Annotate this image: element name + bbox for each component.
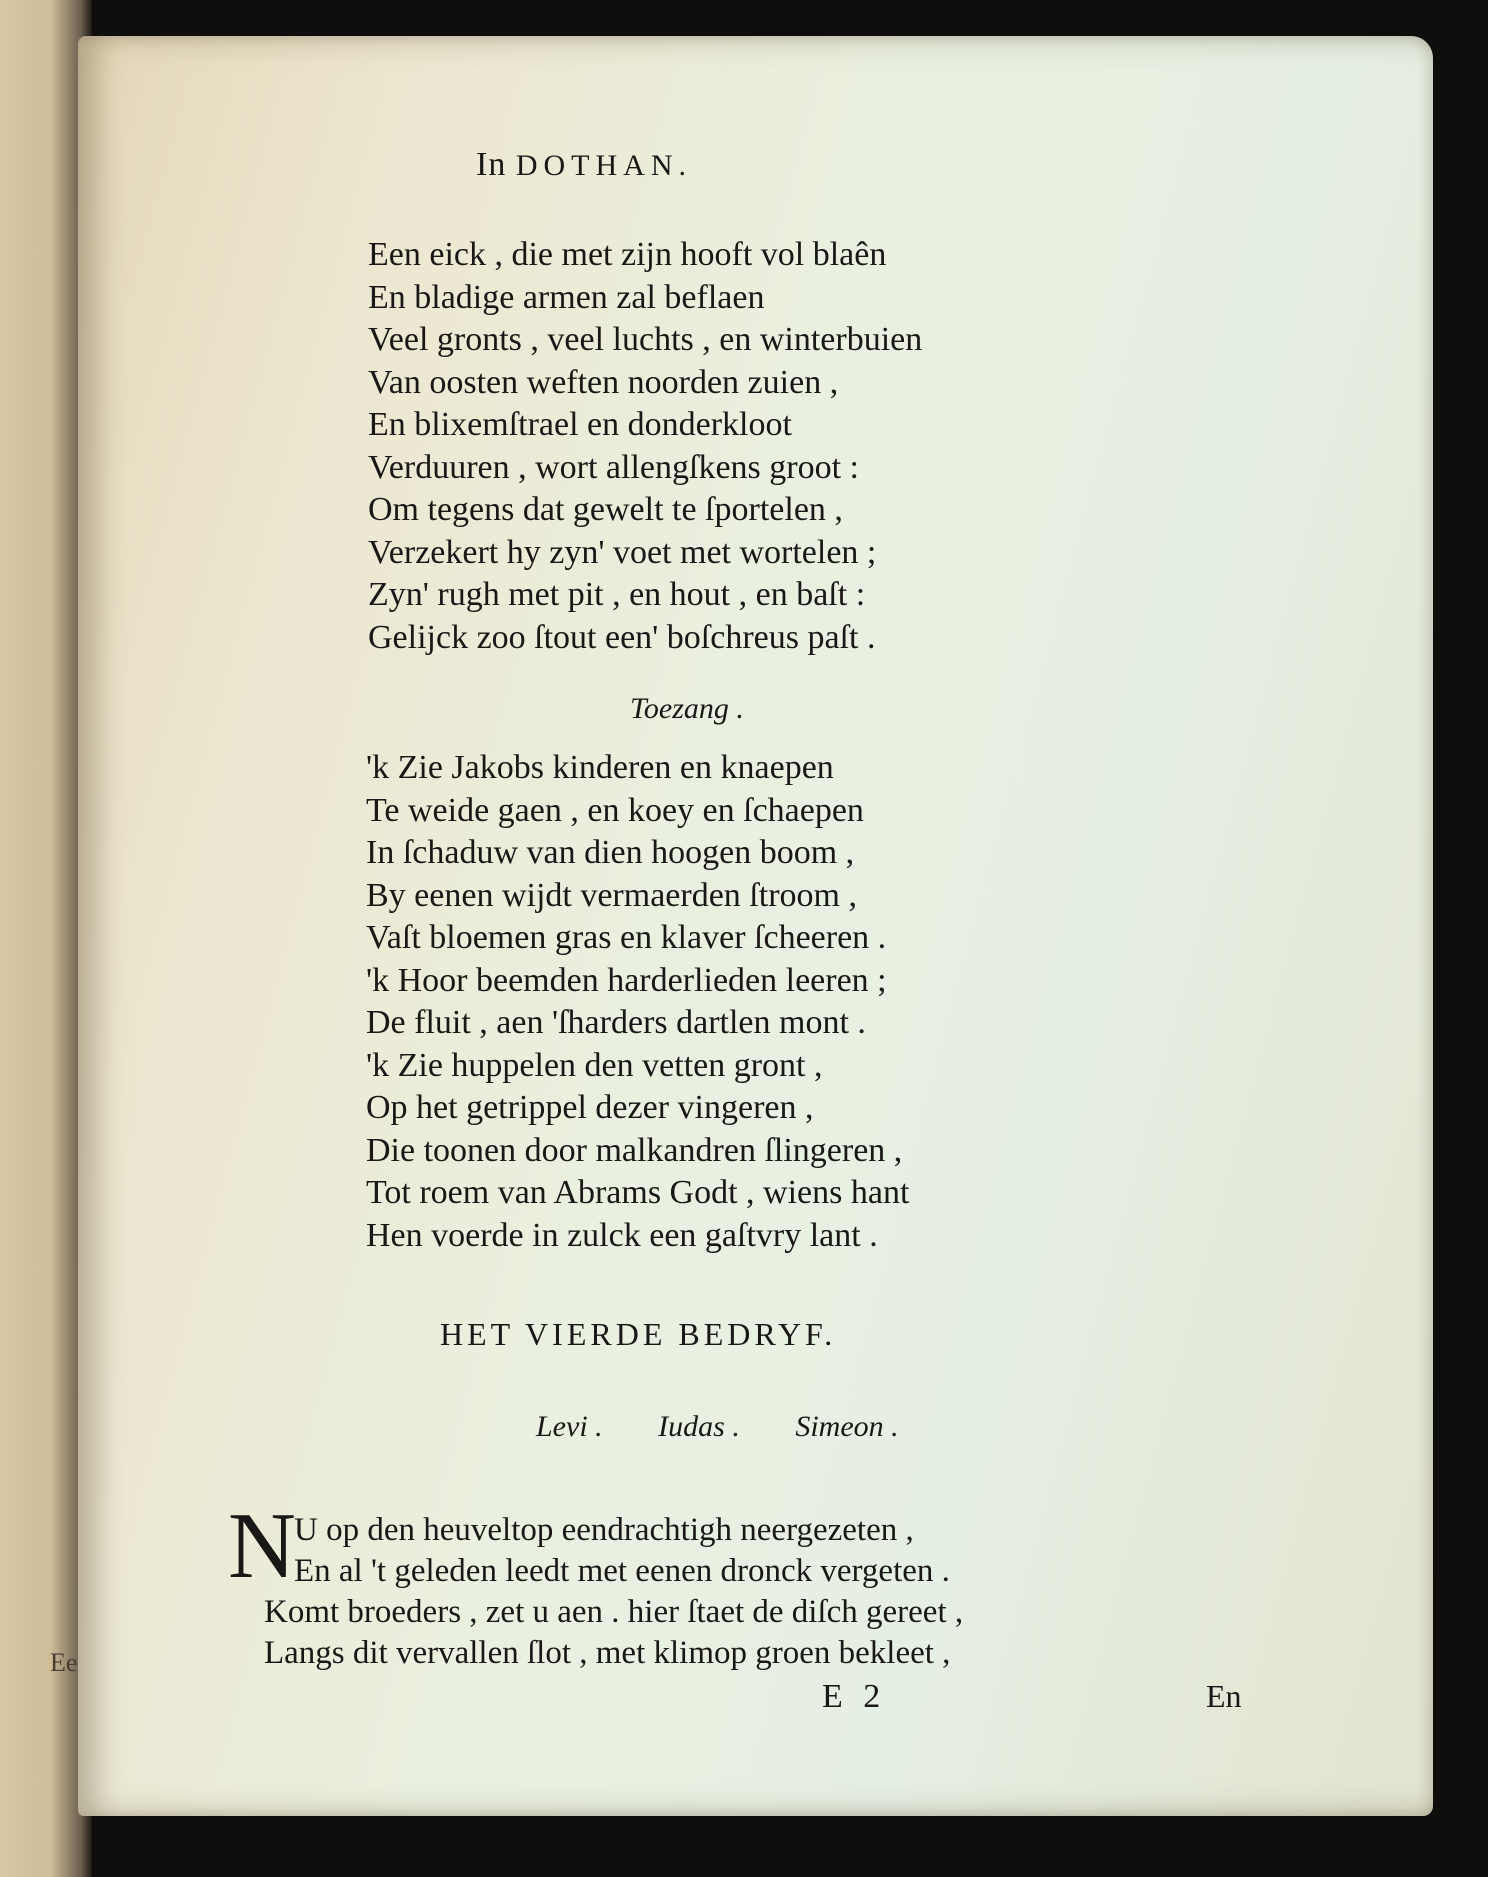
verse-line: By eenen wijdt vermaerden ſtroom ,: [366, 876, 857, 914]
stanza-3-continued: [264, 1592, 963, 1674]
verse-line: Hen voerde in zulck een gaſtvry lant .: [366, 1216, 878, 1254]
stanza-1: [368, 234, 922, 659]
verse-line: Vaſt bloemen gras en klaver ſcheeren .: [366, 919, 887, 956]
verse-line: U op den heuveltop eendrachtigh neergezeten ,: [294, 1512, 914, 1548]
verse-line: Komt broeders , zet u aen . hier ſtaet de diſch gereet ,: [264, 1594, 964, 1630]
verse-line: 'k Zie huppelen den vetten gront ,: [366, 1046, 823, 1084]
running-head-title: DOTHAN.: [515, 149, 692, 182]
verse-line: Veel gronts , veel luchts , en winterbuien: [368, 321, 923, 358]
verse-line: En al 't geleden leedt met eenen dronck vergeten .: [294, 1553, 950, 1589]
book-page: [78, 36, 1433, 1816]
verse-line: Van oosten weften noorden zuien ,: [368, 363, 839, 401]
verse-line: De fluit , aen 'ſharders dartlen mont .: [366, 1004, 866, 1041]
verse-line: Die toonen door malkandren ſlingeren ,: [366, 1131, 903, 1169]
verse-line: Gelijck zoo ſtout een' boſchreus paſt .: [368, 618, 876, 656]
verse-line: Te weide gaen , en koey en ſchaepen: [366, 791, 864, 829]
verse-line: Tot roem van Abrams Godt , wiens hant: [366, 1174, 910, 1211]
signature-mark: E 2: [822, 1678, 887, 1715]
verse-line: En bladige armen zal beflaen: [368, 278, 765, 316]
verse-line: Verzekert hy zyn' voet met wortelen ;: [368, 533, 877, 571]
person-name: Simeon .: [795, 1410, 899, 1443]
verse-line: 'k Hoor beemden harderlieden leeren ;: [366, 961, 887, 999]
running-head: [476, 146, 692, 184]
verse-line: Op het getrippel dezer vingeren ,: [366, 1089, 814, 1126]
person-name: Levi .: [536, 1410, 603, 1443]
verse-line: Een eick , die met zijn hooft vol blaên: [368, 236, 887, 273]
facing-page-text: Ee: [50, 1648, 78, 1677]
drop-cap: N: [228, 1494, 296, 1598]
page-text: [78, 36, 1433, 1816]
verse-line: In ſchaduw van dien hoogen boom ,: [366, 834, 855, 871]
act-heading: HET VIERDE BEDRYF.: [440, 1316, 837, 1352]
running-head-prefix: In: [476, 146, 507, 183]
verse-line: Om tegens dat gewelt te ſportelen ,: [368, 491, 843, 528]
verse-line: En blixemſtrael en donderkloot: [368, 406, 792, 443]
stanza-3-opening: [294, 1510, 950, 1592]
verse-line: Langs dit vervallen ſlot , met klimop groen bekleet ,: [264, 1635, 951, 1671]
catchword: En: [1206, 1678, 1242, 1714]
toezang-heading: Toezang .: [630, 692, 744, 725]
stanza-2: [366, 747, 909, 1257]
verse-line: 'k Zie Jakobs kinderen en knaepen: [366, 749, 834, 786]
dramatis-personae: [536, 1410, 947, 1444]
verse-line: Zyn' rugh met pit , en hout , en baſt :: [368, 576, 866, 613]
verse-line: Verduuren , wort allengſkens groot :: [368, 448, 859, 486]
person-name: Iudas .: [658, 1410, 740, 1443]
